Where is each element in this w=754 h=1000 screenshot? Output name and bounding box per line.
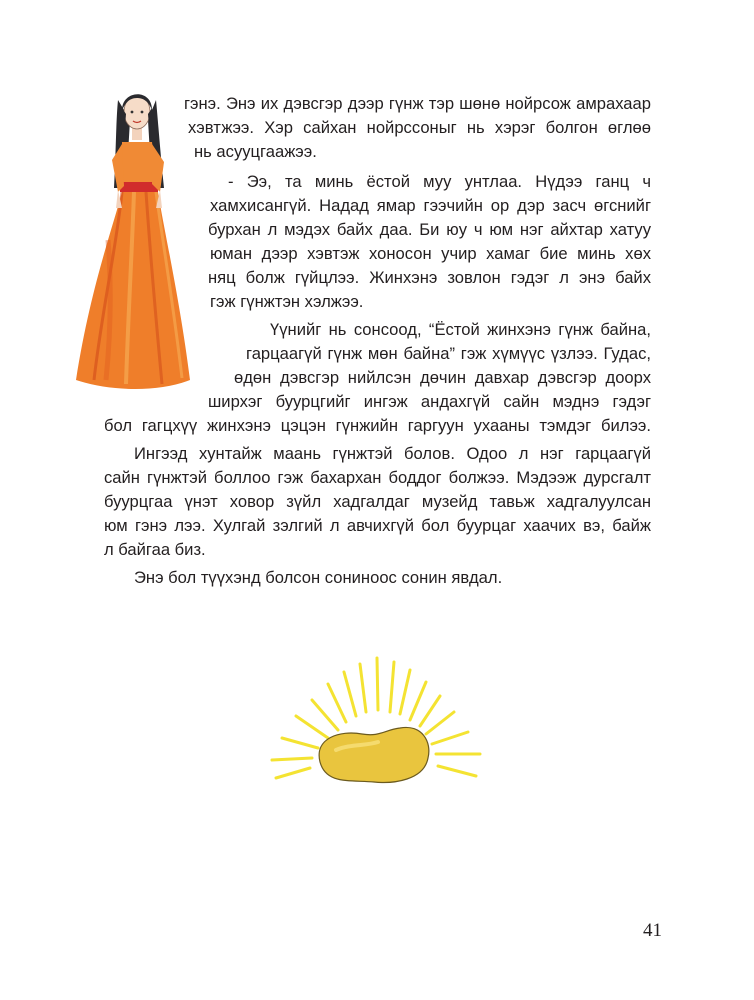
- text-line: Үүнийг нь сонсоод, “Ёстой жинхэнэ гүнж байна,: [270, 320, 651, 339]
- text-line: нь асууцгаажээ.: [194, 142, 317, 161]
- text-line: гарцаагүй гүнж мөн байна” гэж хүмүүс үзлээ. Гудас,: [246, 344, 651, 363]
- text-line: буурцгаа үнэт ховор зүйл хадгалдаг музейд тавьж хадгалуулсан: [104, 492, 651, 511]
- text-line: - Ээ, та минь ёстой муу унтлаа. Нүдээ ганц ч: [228, 172, 651, 191]
- text-line: бол гагцхүү жинхэнэ цэцэн гүнжийн гаргуун ухааны тэмдэг билээ.: [104, 416, 651, 435]
- text-line: хэвтжээ. Хэр сайхан нойрссоныг нь хэрэг болгон өглөө: [188, 118, 651, 137]
- glowing-bean-illustration: [262, 650, 492, 800]
- text-line: л байгаа биз.: [104, 540, 206, 559]
- princess-illustration: [72, 80, 192, 390]
- text-line: юм гэнэ лээ. Хулгай зэлгий л авчихгүй бол буурцаг хаачих вэ, байж: [104, 516, 651, 535]
- text-line: өдөн дэвсгэр нийлсэн дөчин давхар дэвсгэр доорх: [234, 368, 651, 387]
- text-line: гэж гүнжтэн хэлжээ.: [210, 292, 364, 311]
- page-number: 41: [643, 920, 662, 941]
- text-line: няц болж гүйцлээ. Жинхэнэ зовлон гэдэг л энэ байх: [208, 268, 651, 287]
- text-line: бурхан л мэдэх байх даа. Би юу ч юм нэг айхтар хатуу: [208, 220, 651, 239]
- text-line: Ингээд хунтайж маань гүнжтэй болов. Одоо л нэг гарцаагүй: [134, 444, 651, 463]
- text-line: гэнэ. Энэ их дэвсгэр дээр гүнж тэр шөнө нойрсож амрахаар: [184, 94, 651, 113]
- text-line: юман дээр хэвтэж хоносон учир хамаг бие минь хөх: [210, 244, 651, 263]
- text-line: сайн гүнжтэй боллоо гэж бахархан боддог болжээ. Мэдээж дурсгалт: [104, 468, 651, 487]
- text-line: ширхэг буурцгийг ингэж андахгүй сайн мэднэ гэдэг: [208, 392, 651, 411]
- text-line: хамхисангүй. Надад ямар гээчийн ор дэр засч өгснийг: [210, 196, 651, 215]
- text-line: Энэ бол түүхэнд болсон сониноос сонин явдал.: [134, 568, 503, 587]
